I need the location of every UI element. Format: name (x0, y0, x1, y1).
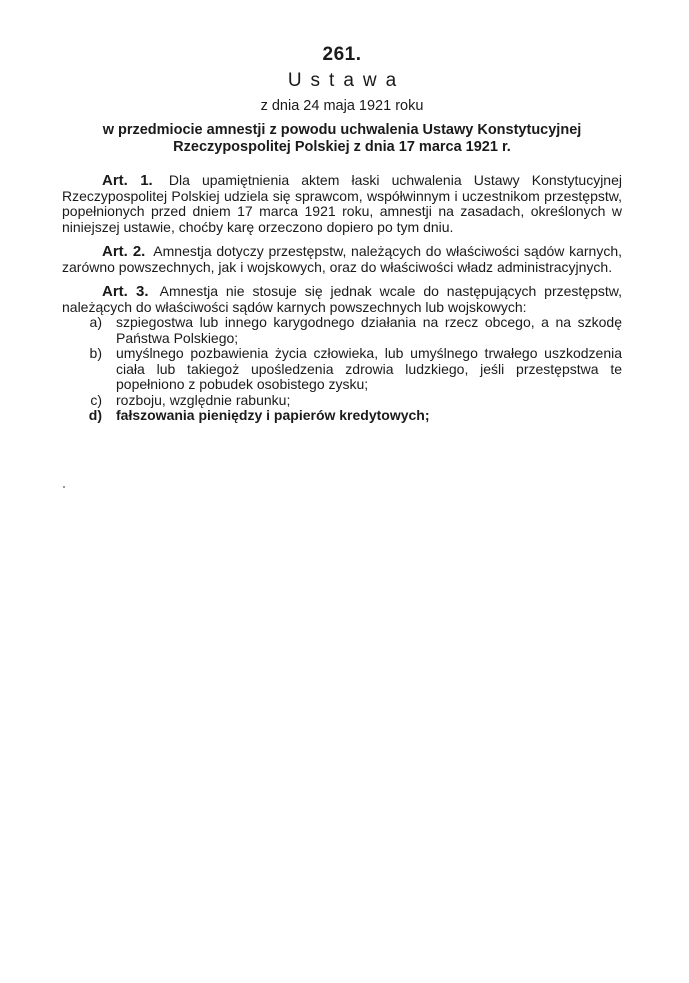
article-text: Amnestja dotyczy przestępstw, należących do właściwości sądów karnych, zarówno powszechnych, jak i wojskowych, oraz do właściwości władz administracyjnych. (62, 243, 622, 275)
list-marker: a) (89, 314, 102, 330)
article-3 (62, 284, 622, 315)
paper-speck (63, 486, 65, 488)
act-title: Ustawa (287, 70, 406, 91)
exclusion-list (62, 315, 622, 424)
article-text: Dla upamiętnienia aktem łaski uchwalenia Ustawy Konstytucyjnej Rzeczypospolitej Polskiej udziela się sprawcom, współwinnym i uczestnikom przestępstw, popełnionych przed dniem 17 marca 1921 roku, amnestji na zasadach, określonych w niniejszej ustawie, choćby karę orzeczono dopiero po tym dniu. (62, 172, 622, 235)
article-1 (62, 173, 622, 235)
document-page (62, 44, 622, 424)
article-label: Art. 3. (102, 283, 149, 300)
article-2 (62, 244, 622, 275)
article-text: Amnestja nie stosuje się jednak wcale do następujących przestępstw, należących do właściwości sądów karnych powszechnych lub wojskowych: (62, 283, 622, 315)
list-marker: b) (89, 345, 102, 361)
list-item (62, 408, 622, 424)
list-item-text: rozboju, względnie rabunku; (116, 391, 291, 408)
list-item (62, 315, 622, 346)
list-item-text: umyślnego pozbawienia życia człowieka, lub umyślnego trwałego uszkodzenia ciała lub takiegoż upośledzenia zdrowia ludzkiego, jeśli przestępstwa te popełniono z pobudek osobistego zysku; (116, 345, 622, 392)
list-marker: d) (88, 407, 102, 423)
article-label: Art. 2. (102, 243, 146, 260)
list-item (62, 346, 622, 393)
act-subject: w przedmiocie amnestji z powodu uchwalenia Ustawy Konstytucyjnej Rzeczypospolitej Polskiej z dnia 17 marca 1921 r. (102, 122, 582, 155)
list-item-text: szpiegostwa lub innego karygodnego działania na rzecz obcego, a na szkodę Państwa Polskiego; (116, 314, 622, 346)
act-date: z dnia 24 maja 1921 roku (260, 98, 424, 114)
article-label: Art. 1. (102, 172, 153, 189)
document-number: 261. (322, 44, 362, 65)
list-item (62, 393, 622, 409)
list-marker: c) (90, 391, 102, 408)
list-item-text: fałszowania pieniędzy i papierów kredytowych; (116, 407, 430, 423)
